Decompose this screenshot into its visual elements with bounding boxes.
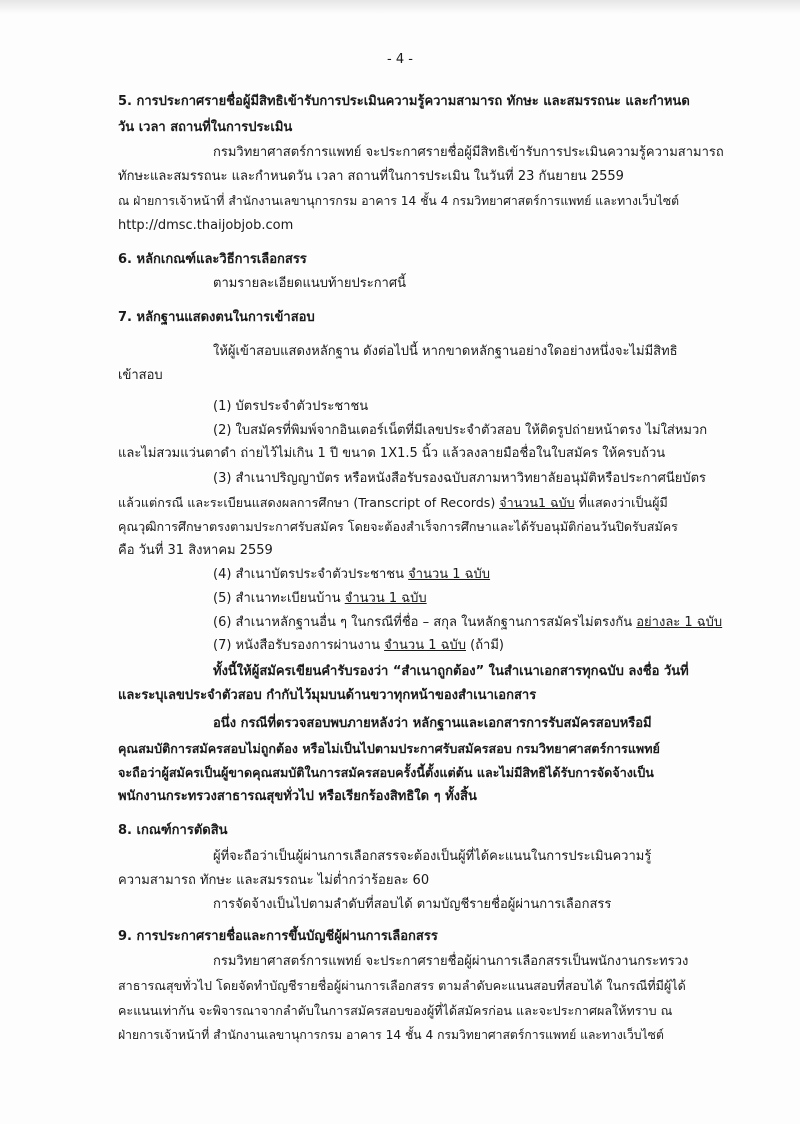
item-6-copies: อย่างละ 1 ฉบับ (636, 615, 723, 630)
section-7-heading: 7. หลักฐานแสดงตนในการเข้าสอบ (118, 310, 315, 325)
item-7-text: (7) หนังสือรับรองการผ่านงาน (213, 638, 385, 653)
item-3-text: แล้วแต่กรณี และระเบียนแสดงผลการศึกษา (Transcript of Records) (118, 495, 500, 510)
section-7-intro-line-2: เข้าสอบ (118, 368, 163, 383)
section-7-item-3-line-1: (3) สำเนาปริญญาบัตร หรือหนังสือรับรองฉบับสภามหาวิทยาลัยอนุมัติหรือประกาศนียบัตร (213, 471, 707, 486)
section-7-note-line-6: พนักงานกระทรวงสาธารณสุขทั่วไป หรือเรียกร้องสิทธิใด ๆ ทั้งสิ้น (118, 789, 477, 804)
section-7-item-5 (213, 590, 427, 608)
section-7-item-1: (1) บัตรประจำตัวประชาชน (213, 399, 369, 414)
section-7-item-3-line-3: คุณวุฒิการศึกษาตรงตามประกาศรับสมัคร โดยจะต้องสำเร็จการศึกษาและได้รับอนุมัติก่อนวันปิดรับสมัคร (118, 519, 678, 534)
item-5-copies: จำนวน 1 ฉบับ (344, 591, 427, 606)
page-number: - 4 - (387, 52, 413, 67)
section-7-item-2-line-1: (2) ใบสมัครที่พิมพ์จากอินเตอร์เน็ตที่มีเลขประจำตัวสอบ ให้ติดรูปถ่ายหน้าตรง ไม่ใส่หมวก (213, 423, 708, 438)
website-url: http://dmsc.thaijobjob.com (118, 218, 294, 233)
section-6-heading: 6. หลักเกณฑ์และวิธีการเลือกสรร (118, 252, 307, 267)
section-7-item-3-line-2 (118, 494, 668, 512)
section-8-heading: 8. เกณฑ์การตัดสิน (118, 823, 228, 838)
section-7-item-7 (213, 637, 504, 655)
item-5-text: (5) สำเนาทะเบียนบ้าน (213, 591, 345, 606)
section-5-paragraph-line-2: ทักษะและสมรรถนะ และกำหนดวัน เวลา สถานที่ในการประเมิน ในวันที่ 23 กันยายน 2559 (118, 169, 624, 184)
item-4-text: (4) สำเนาบัตรประจำตัวประชาชน (213, 567, 409, 582)
section-7-note-line-4: คุณสมบัติการสมัครสอบไม่ถูกต้อง หรือไม่เป็นไปตามประกาศรับสมัครสอบ กรมวิทยาศาสตร์การแพทย์ (118, 741, 660, 756)
section-7-item-6 (213, 614, 722, 632)
item-7-note: (ถ้ามี) (465, 638, 505, 653)
section-8-paragraph-line-3: การจัดจ้างเป็นไปตามลำดับที่สอบได้ ตามบัญชีรายชื่อผู้ผ่านการเลือกสรร (213, 897, 612, 912)
section-7-item-4 (213, 566, 490, 584)
section-9-paragraph-line-1: กรมวิทยาศาสตร์การแพทย์ จะประกาศรายชื่อผู้ผ่านการเลือกสรรเป็นพนักงานกระทรวง (213, 954, 689, 969)
section-7-note-line-2: และระบุเลขประจำตัวสอบ กำกับไว้มุมบนด้านขวาทุกหน้าของสำเนาเอกสาร (118, 688, 537, 703)
section-7-note-line-5: จะถือว่าผู้สมัครเป็นผู้ขาดคุณสมบัติในการสมัครสอบครั้งนี้ตั้งแต่ต้น และไม่มีสิทธิได้รับการจัดจ้างเป็น (118, 765, 654, 780)
section-5-paragraph-line-1: กรมวิทยาศาสตร์การแพทย์ จะประกาศรายชื่อผู้มีสิทธิเข้ารับการประเมินความรู้ความสามารถ (213, 145, 724, 160)
item-7-copies: จำนวน 1 ฉบับ (384, 638, 466, 653)
item-6-text: (6) สำเนาหลักฐานอื่น ๆ ในกรณีที่ชื่อ – สกุล ในหลักฐานการสมัครไม่ตรงกัน (213, 615, 637, 630)
section-5-heading-line-1: 5. การประกาศรายชื่อผู้มีสิทธิเข้ารับการประเมินความรู้ความสามารถ ทักษะ และสมรรถนะ และกำหนด (118, 94, 690, 109)
section-8-paragraph-line-1: ผู้ที่จะถือว่าเป็นผู้ผ่านการเลือกสรรจะต้องเป็นผู้ที่ได้คะแนนในการประเมินความรู้ (213, 849, 652, 864)
section-6-paragraph: ตามรายละเอียดแนบท้ายประกาศนี้ (213, 276, 407, 291)
section-5-paragraph-line-3: ณ ฝ่ายการเจ้าหน้าที่ สำนักงานเลขานุการกรม อาคาร 14 ชั้น 4 กรมวิทยาศาสตร์การแพทย์ และทางเว็บไซต์ (118, 194, 680, 208)
section-9-heading: 9. การประกาศรายชื่อและการขึ้นบัญชีผู้ผ่านการเลือกสรร (118, 929, 438, 944)
section-5-heading-line-2: วัน เวลา สถานที่ในการประเมิน (118, 120, 293, 135)
section-9-paragraph-line-3: คะแนนเท่ากัน จะพิจารณาจากลำดับในการสมัครสอบของผู้ที่ได้สมัครก่อน และจะประกาศผลให้ทราบ ณ (118, 1003, 673, 1018)
section-7-intro-line-1: ให้ผู้เข้าสอบแสดงหลักฐาน ดังต่อไปนี้ หากขาดหลักฐานอย่างใดอย่างหนึ่งจะไม่มีสิทธิ (213, 344, 678, 359)
section-7-item-2-line-2: และไม่สวมแว่นตาดำ ถ่ายไว้ไม่เกิน 1 ปี ขนาด 1X1.5 นิ้ว แล้วลงลายมือชื่อในใบสมัคร ให้ครบถ้วน (118, 446, 666, 461)
section-7-note-line-3: อนึ่ง กรณีที่ตรวจสอบพบภายหลังว่า หลักฐานและเอกสารการรับสมัครสอบหรือมี (213, 716, 652, 731)
section-9-paragraph-line-4: ฝ่ายการเจ้าหน้าที่ สำนักงานเลขานุการกรม อาคาร 14 ชั้น 4 กรมวิทยาศาสตร์การแพทย์ และทางเว็บไซต์ (118, 1028, 664, 1042)
section-7-item-3-line-4: คือ วันที่ 31 สิงหาคม 2559 (118, 543, 273, 558)
scan-edge-shadow (0, 0, 800, 14)
section-8-paragraph-line-2: ความสามารถ ทักษะ และสมรรถนะ ไม่ต่ำกว่าร้อยละ 60 (118, 873, 430, 888)
item-3-copies: จำนวน1 ฉบับ (499, 495, 575, 510)
section-9-paragraph-line-2: สาธารณสุขทั่วไป โดยจัดทำบัญชีรายชื่อผู้ผ่านการเลือกสรร ตามลำดับคะแนนสอบที่สอบได้ ในกรณีที่มีผู้ได้ (118, 978, 686, 993)
item-4-copies: จำนวน 1 ฉบับ (408, 567, 491, 582)
section-7-note-line-1: ทั้งนี้ให้ผู้สมัครเขียนคำรับรองว่า “สำเนาถูกต้อง” ในสำเนาเอกสารทุกฉบับ ลงชื่อ วันที่ (213, 664, 689, 679)
item-3-text-end: ที่แสดงว่าเป็นผู้มี (574, 495, 668, 510)
